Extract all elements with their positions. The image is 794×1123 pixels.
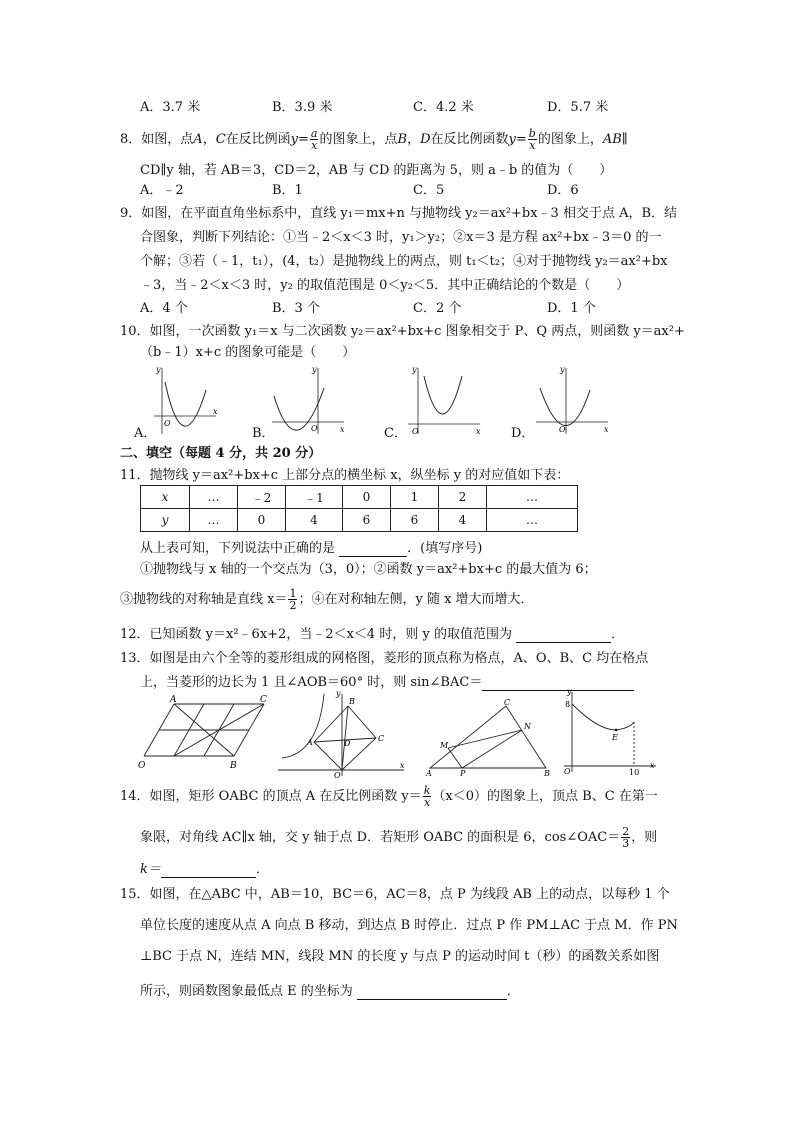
origin-label: O <box>559 425 566 434</box>
q15-line1: 15．如图，在△ABC 中，AB＝10，BC＝6，AC＝8，点 P 为线段 AB 上的动点，以每秒 1 个 <box>120 887 670 902</box>
q9-option-c: C．2 个 <box>413 301 462 316</box>
axis-x-label: x <box>650 761 655 770</box>
q11-value-table <box>140 485 578 532</box>
table-cell: ﹣2 <box>238 486 286 509</box>
axis-x-label: x <box>340 425 345 434</box>
q10-graph-c <box>404 362 484 438</box>
fraction-two-thirds: $\frac{2}{3}$ <box>622 825 630 850</box>
q13-line1: 13．如图是由六个全等的菱形组成的网格图，菱形的顶点称为格点，A、O、B、C 均在格点 <box>120 651 649 666</box>
axis-x-label: x <box>604 425 609 434</box>
point-b-label: B <box>544 769 550 778</box>
fraction-b-over-x: $\frac{b}{x}$ <box>528 127 536 152</box>
q10-graph-b <box>268 362 348 438</box>
x-value-label: 10 <box>629 768 640 777</box>
q13-line2: 上，当菱形的边长为 1 且∠AOB＝60° 时，则 sin∠BAC＝ <box>140 674 634 691</box>
axis-x-label: x <box>400 761 405 770</box>
table-cell: x <box>141 486 190 509</box>
axis-y-label: y <box>412 365 417 374</box>
table-cell: … <box>190 486 238 509</box>
point-e-label: E <box>612 733 618 742</box>
q9-line1: 9．如图，在平面直角坐标系中，直线 y₁＝mx+n 与抛物线 y₂＝ax²+bx﹣3 相交于点 A，B．结 <box>120 206 678 221</box>
q11-line3: ①抛物线与 x 轴的一个交点为（3，0）；②函数 y＝ax²+bx+c 的最大值为 6； <box>140 562 597 577</box>
fraction-one-half: $\frac{1}{2}$ <box>289 587 297 612</box>
point-b-label: B <box>349 697 355 706</box>
fraction-a-over-x: $\frac{a}{x}$ <box>310 127 318 152</box>
q9-line4: ﹣3，当﹣2＜x＜3 时，y₂ 的取值范围是 0＜y₂＜5．其中正确结论的个数是（ ） <box>140 278 630 293</box>
mn-length-graph-figure <box>560 688 660 778</box>
table-cell: ﹣1 <box>286 486 343 509</box>
table-cell: 2 <box>439 486 487 509</box>
table-cell: … <box>190 509 238 532</box>
q7-option-d: D．5.7 米 <box>547 100 609 115</box>
section-2-heading: 二、填空（每题 4 分，共 20 分） <box>120 446 322 461</box>
q15-line3: ⊥BC 于点 N，连结 MN，线段 MN 的长度 y 与点 P 的运动时间 t（秒）的函数关系如图 <box>140 949 660 964</box>
q9-option-d: D．1 个 <box>547 301 596 316</box>
point-a-label: A <box>170 695 177 705</box>
q10-option-b-label: B． <box>252 426 275 441</box>
q8-option-c: C．5 <box>413 183 445 198</box>
axis-y-label: y <box>560 365 565 374</box>
q7-option-b: B．3.9 米 <box>272 100 333 115</box>
table-cell: … <box>487 486 578 509</box>
q14-line3: k＝ ． <box>140 862 269 877</box>
q10-line1: 10．如图，一次函数 y₁＝x 与二次函数 y₂＝ax²+bx+c 图象相交于 P、Q 两点，则函数 y＝ax²+ <box>120 324 685 339</box>
point-o-label: O <box>138 761 146 771</box>
q11-line2: 从上表可知，下列说法中正确的是 ．(填写序号) <box>140 541 483 556</box>
table-cell: 4 <box>286 509 343 532</box>
table-cell: … <box>487 509 578 532</box>
table-row <box>141 486 578 509</box>
axis-x-label: x <box>213 407 218 416</box>
q10-graph-a <box>150 362 220 438</box>
table-cell: 6 <box>343 509 391 532</box>
q9-option-b: B．3 个 <box>272 301 320 316</box>
point-a-label: A <box>426 769 432 778</box>
origin-label: O <box>164 419 171 428</box>
table-row <box>141 509 578 532</box>
rhombus-grid-figure <box>136 694 276 774</box>
table-cell: 6 <box>391 509 439 532</box>
axis-y-label: y <box>336 690 341 698</box>
q9-line3: 个解；③若（﹣1，t₁），(4，t₂）是抛物线上的两点，则 t₁＜t₂；④对于抛物线 y₂＝ax²+bx <box>140 254 668 269</box>
table-cell: 0 <box>343 486 391 509</box>
point-c-label: C <box>378 734 385 743</box>
point-b-label: B <box>230 761 237 771</box>
q10-option-a-label: A． <box>134 426 157 441</box>
point-n-label: N <box>524 722 531 731</box>
q10-line2: （b﹣1）x+c 的图象可能是（ ） <box>140 345 356 360</box>
q8-option-a: A．﹣2 <box>140 183 184 198</box>
q10-option-c-label: C． <box>384 426 407 441</box>
q15-answer-blank[interactable] <box>357 983 507 1000</box>
table-cell: y <box>141 509 190 532</box>
q8-option-b: B．1 <box>272 183 303 198</box>
point-c-label: C <box>260 695 267 705</box>
q15-line4: 所示，则函数图象最低点 E 的坐标为 ． <box>140 984 520 999</box>
q7-option-c: C．4.2 米 <box>413 100 474 115</box>
q9-line2: 合图象，判断下列结论：①当﹣2＜x＜3 时，y₁＞y₂；②x＝3 是方程 ax²+bx﹣3＝0 的一 <box>140 230 662 245</box>
y-value-label: 8 <box>565 700 571 709</box>
origin-label: O <box>311 424 318 433</box>
origin-label: O <box>412 427 419 436</box>
table-cell: 1 <box>391 486 439 509</box>
origin-label: O <box>334 771 341 780</box>
rectangle-hyperbola-figure <box>274 690 410 780</box>
origin-label: O <box>564 767 571 776</box>
q8-line1: 8．如图，点A，C在反比例函y= $\frac{a}{x}$ 的图象上，点B，D在反比例函数y= $\frac{b}{x}$ 的图象上，AB∥ <box>120 127 628 152</box>
fraction-k-over-x: $\frac{k}{x}$ <box>423 784 431 809</box>
point-m-label: M <box>440 741 449 750</box>
q11-answer-blank[interactable] <box>339 540 407 557</box>
triangle-pmn-figure <box>424 696 554 778</box>
q8-line2: CD∥y 轴，若 AB＝3，CD＝2，AB 与 CD 的距离为 5，则 a﹣b 的值为（ ） <box>140 163 613 178</box>
q15-line2: 单位长度的速度从点 A 向点 B 移动，到达点 B 时停止．过点 P 作 PM⊥AC 于点 M．作 PN <box>140 918 678 933</box>
q9-option-a: A．4 个 <box>140 301 188 316</box>
q7-option-a: A．3.7 米 <box>140 100 201 115</box>
axis-x-label: x <box>476 427 481 436</box>
q8-option-d: D．6 <box>547 183 579 198</box>
axis-y-label: y <box>312 365 317 374</box>
point-d-label: D <box>344 739 351 748</box>
q14-line1: 14．如图，矩形 OABC 的顶点 A 在反比例函数 y＝ $\frac{k}{x}$ （x＜0）的图象上，顶点 B、C 在第一 <box>120 784 658 809</box>
q12-line: 12．已知函数 y＝x²﹣6x+2，当﹣2＜x＜4 时，则 y 的取值范围为 ． <box>120 627 625 642</box>
q10-option-d-label: D． <box>511 426 535 441</box>
table-cell: 4 <box>439 509 487 532</box>
q14-line2: 象限，对角线 AC∥x 轴，交 y 轴于点 D．若矩形 OABC 的面积是 6，cos∠OAC＝ $\frac{2}{3}$ ，则 <box>140 825 658 850</box>
axis-y-label: y <box>567 688 572 696</box>
q14-answer-blank[interactable] <box>161 861 256 878</box>
q11-line4: ③抛物线的对称轴是直线 x＝ $\frac{1}{2}$ ；④在对称轴左侧，y 随 x 增大而增大． <box>120 587 534 612</box>
point-p-label: P <box>460 769 466 778</box>
point-a-label: A <box>307 738 313 747</box>
q12-answer-blank[interactable] <box>516 626 611 643</box>
table-cell: 0 <box>238 509 286 532</box>
axis-y-label: y <box>156 365 161 374</box>
q11-line1: 11．抛物线 y＝ax²+bx+c 上部分点的横坐标 x，纵坐标 y 的对应值如下表： <box>120 468 570 483</box>
q10-graph-d <box>532 362 612 438</box>
point-c-label: C <box>504 698 511 707</box>
